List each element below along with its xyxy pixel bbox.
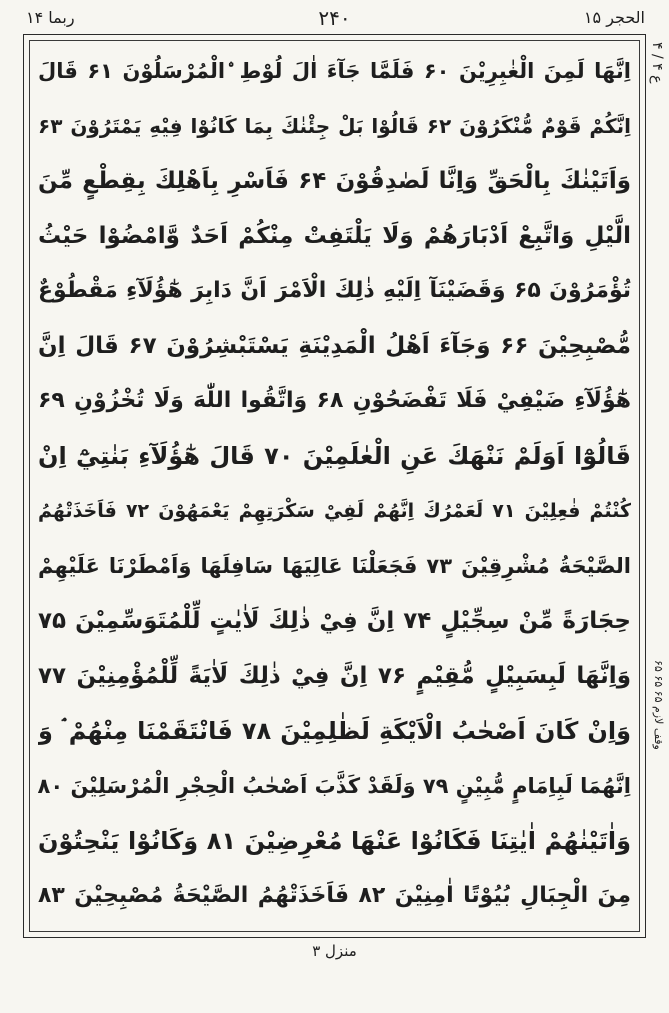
text-line-7: هٰٓؤُلَآءِ ضَيْفِيْ فَلَا تَفْضَحُوْنِ ۶۸ وَاتَّقُوا اللّٰهَ وَلَا تُخْزُوْنِ ۶۹ [38,388,631,413]
text-line-2: اِنَّكُمْ قَوْمٌ مُّنْكَرُوْنَ ۶۲ قَالُوْا بَلْ جِئْنٰكَ بِمَا كَانُوْا فِيْهِ يَمْتَرُوْنَ ۶۳ [38,114,631,138]
text-line-3: وَاَتَيْنٰكَ بِالْحَقِّ وَاِنَّا لَصٰدِقُوْنَ ۶۴ فَاَسْرِ بِاَهْلِكَ بِقِطْعٍ مِّنَ [38,168,631,194]
waqf-note: وقف لازم ۶۵ ۶۵ ۶۵ [652,660,665,750]
text-line-8: قَالُوْٓا اَوَلَمْ نَنْهَكَ عَنِ الْعٰلَمِيْنَ ۷۰ قَالَ هٰٓؤُلَآءِ بَنٰتِيْٓ اِنْ [38,442,631,470]
text-line-9: كُنْتُمْ فٰعِلِيْنَ ۷۱ لَعَمْرُكَ اِنَّهُمْ لَفِيْ سَكْرَتِهِمْ يَعْمَهُوْنَ ۷۲ فَاَخَذَتْهُمُ [38,500,631,522]
text-line-13: وَاِنْ كَانَ اَصْحٰبُ الْاَيْكَةِ لَظٰلِمِيْنَ ۷۸ فَانْتَقَمْنَا مِنْهُمْ ۘ وَ [38,717,631,745]
text-line-5: تُؤْمَرُوْنَ ۶۵ وَقَضَيْنَآ اِلَيْهِ ذٰلِكَ الْاَمْرَ اَنَّ دَابِرَ هٰٓؤُلَآءِ مَقْطُوْعٌ [38,278,631,303]
surah-name: الحجر ۱۵ [583,8,645,27]
text-line-11: حِجَارَةً مِّنْ سِجِّيْلٍ ۷۴ اِنَّ فِيْ ذٰلِكَ لَاٰيٰتٍ لِّلْمُتَوَسِّمِيْنَ ۷۵ [38,608,631,634]
page-number: ۲۴۰ [318,6,351,30]
text-line-14: اِنَّهُمَا لَبِاِمَامٍ مُّبِيْنٍ ۷۹ وَلَقَدْ كَذَّبَ اَصْحٰبُ الْحِجْرِ الْمُرْسَلِيْنَ ۸۰ [38,774,631,798]
text-line-1: اِنَّهَا لَمِنَ الْغٰبِرِيْنَ ۶۰ فَلَمَّا جَآءَ اٰلَ لُوْطِ ۨالْمُرْسَلُوْنَ ۶۱ قَالَ [38,59,631,83]
text-line-15: وَاٰتَيْنٰهُمْ اٰيٰتِنَا فَكَانُوْا عَنْهَا مُعْرِضِيْنَ ۸۱ وَكَانُوْا يَنْحِتُوْنَ [38,827,631,855]
text-line-10: الصَّيْحَةُ مُشْرِقِيْنَ ۷۳ فَجَعَلْنَا عَالِيَهَا سَافِلَهَا وَاَمْطَرْنَا عَلَيْهِمْ [38,554,631,578]
page-header [18,4,651,34]
text-line-16: مِنَ الْجِبَالِ بُيُوْتًا اٰمِنِيْنَ ۸۲ فَاَخَذَتْهُمُ الصَّيْحَةُ مُصْبِحِيْنَ ۸۳ [38,883,631,908]
text-line-12: وَاِنَّهَا لَبِسَبِيْلٍ مُّقِيْمٍ ۷۶ اِنَّ فِيْ ذٰلِكَ لَاٰيَةً لِّلْمُؤْمِنِيْنَ ۷۷ [38,663,631,689]
ruku-marker: ع ۴ / ۴ [649,42,665,84]
verse-text-area [38,42,631,930]
para-name: ربما ۱۴ [26,8,75,27]
text-line-4: الَّيْلِ وَاتَّبِعْ اَدْبَارَهُمْ وَلَا يَلْتَفِتْ مِنْكُمْ اَحَدٌ وَّامْضُوْا حَيْثُ [38,223,631,249]
text-line-6: مُّصْبِحِيْنَ ۶۶ وَجَآءَ اَهْلُ الْمَدِيْنَةِ يَسْتَبْشِرُوْنَ ۶۷ قَالَ اِنَّ [38,333,631,359]
manzil-footer: منزل ۳ [312,942,357,960]
